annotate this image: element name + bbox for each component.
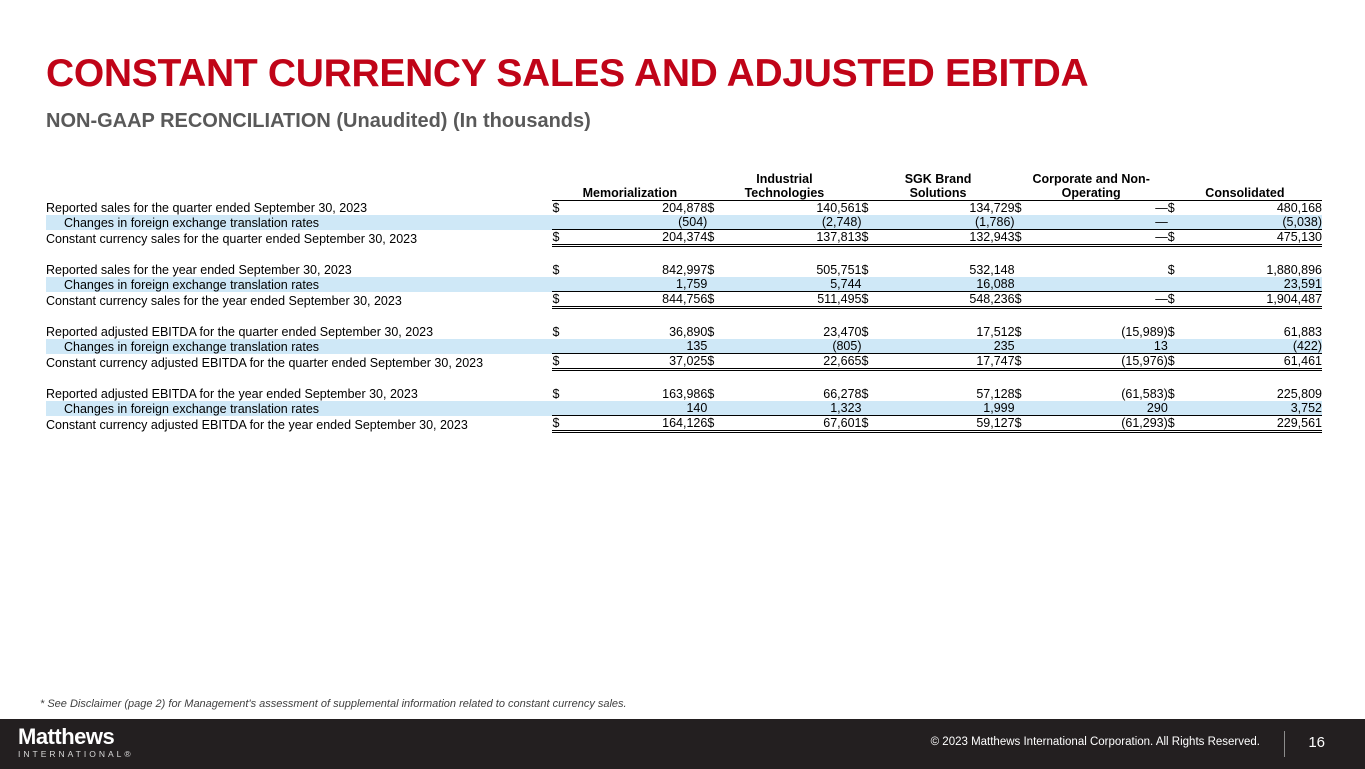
currency-symbol: $ bbox=[552, 263, 560, 277]
cell-value: 844,756 bbox=[570, 292, 707, 308]
page-title: CONSTANT CURRENCY SALES AND ADJUSTED EBITDA bbox=[46, 52, 1089, 95]
cell-value: 480,168 bbox=[1276, 201, 1322, 215]
cell-value bbox=[1032, 277, 1168, 292]
currency-symbol: $ bbox=[552, 292, 570, 308]
cell-value: (15,976) bbox=[1032, 354, 1168, 370]
cell-value: 475,130 bbox=[1185, 230, 1322, 246]
currency-symbol: $ bbox=[1168, 230, 1186, 246]
cell-value: 61,883 bbox=[1283, 325, 1322, 339]
currency-symbol: $ bbox=[1167, 201, 1175, 215]
currency-symbol bbox=[552, 339, 570, 354]
cell-value: 532,148 bbox=[969, 263, 1015, 277]
table-row bbox=[46, 230, 1322, 246]
currency-symbol: $ bbox=[862, 354, 879, 370]
left-margin-bar bbox=[0, 0, 12, 769]
cell-value: 16,088 bbox=[879, 277, 1015, 292]
currency-symbol bbox=[552, 401, 570, 416]
currency-symbol bbox=[1168, 401, 1186, 416]
column-header-line2: Operating bbox=[1061, 186, 1121, 200]
currency-symbol bbox=[1015, 277, 1032, 292]
cell-value: 135 bbox=[570, 339, 707, 354]
cell-value: 235 bbox=[879, 339, 1015, 354]
column-header-consolidated bbox=[1168, 172, 1322, 201]
column-header-sgk-brand-solutions bbox=[862, 172, 1015, 201]
cell-value: 1,999 bbox=[879, 401, 1015, 416]
cell-value: 22,665 bbox=[725, 354, 862, 370]
currency-symbol: $ bbox=[1014, 387, 1022, 401]
cell-value: 37,025 bbox=[570, 354, 707, 370]
cell-value: 511,495 bbox=[725, 292, 862, 308]
cell-value: (2,748) bbox=[725, 215, 862, 230]
cell-value: 137,813 bbox=[725, 230, 862, 246]
currency-symbol: $ bbox=[552, 230, 570, 246]
row-label: Changes in foreign exchange translation rates bbox=[46, 339, 552, 354]
cell-value: 5,744 bbox=[725, 277, 862, 292]
row-label: Constant currency adjusted EBITDA for the quarter ended September 30, 2023 bbox=[46, 355, 484, 370]
financial-table bbox=[46, 172, 1322, 433]
currency-symbol: $ bbox=[552, 201, 560, 215]
column-header-line2: Technologies bbox=[744, 186, 825, 200]
currency-symbol: $ bbox=[552, 325, 560, 339]
currency-symbol: $ bbox=[707, 354, 725, 370]
company-logo bbox=[18, 726, 134, 760]
currency-symbol: $ bbox=[1015, 292, 1032, 308]
currency-symbol: $ bbox=[552, 354, 570, 370]
row-spacer bbox=[46, 246, 1322, 264]
table-row bbox=[46, 387, 1322, 401]
table-row bbox=[46, 263, 1322, 277]
table-row bbox=[46, 354, 1322, 370]
currency-symbol: $ bbox=[707, 230, 725, 246]
page-subtitle: NON-GAAP RECONCILIATION (Unaudited) (In thousands) bbox=[46, 110, 591, 132]
cell-value: — bbox=[1155, 201, 1168, 215]
currency-symbol bbox=[707, 401, 725, 416]
cell-value: 1,880,896 bbox=[1266, 263, 1322, 277]
cell-value: 61,461 bbox=[1185, 354, 1322, 370]
cell-value: (805) bbox=[725, 339, 862, 354]
row-label: Changes in foreign exchange translation rates bbox=[46, 277, 552, 292]
cell-value bbox=[1032, 263, 1168, 277]
page-number: 16 bbox=[1308, 734, 1325, 751]
row-label: Constant currency sales for the year ended September 30, 2023 bbox=[46, 293, 402, 308]
slide-footer bbox=[0, 719, 1365, 769]
table-row bbox=[46, 325, 1322, 339]
table-row bbox=[46, 416, 1322, 432]
currency-symbol: $ bbox=[1168, 354, 1186, 370]
currency-symbol bbox=[707, 215, 725, 230]
currency-symbol: $ bbox=[707, 325, 715, 339]
cell-value: 134,729 bbox=[969, 201, 1015, 215]
column-header-line1: Memorialization bbox=[582, 186, 678, 200]
cell-value: 229,561 bbox=[1185, 416, 1322, 432]
table-row bbox=[46, 292, 1322, 308]
currency-symbol: $ bbox=[861, 201, 869, 215]
currency-symbol bbox=[1168, 215, 1186, 230]
row-label: Changes in foreign exchange translation rates bbox=[46, 215, 552, 230]
cell-value: 204,374 bbox=[570, 230, 707, 246]
footnote: * See Disclaimer (page 2) for Management's assessment of supplemental information related to constant currency sales. bbox=[40, 698, 627, 710]
currency-symbol: $ bbox=[707, 263, 715, 277]
currency-symbol: $ bbox=[1167, 387, 1175, 401]
currency-symbol bbox=[707, 339, 725, 354]
cell-value: (61,293) bbox=[1032, 416, 1168, 432]
cell-value: 225,809 bbox=[1276, 387, 1322, 401]
currency-symbol: $ bbox=[862, 230, 879, 246]
footer-divider bbox=[1284, 731, 1285, 757]
currency-symbol bbox=[552, 277, 570, 292]
currency-symbol bbox=[552, 215, 570, 230]
row-spacer bbox=[46, 370, 1322, 388]
currency-symbol bbox=[862, 215, 879, 230]
cell-value: 23,591 bbox=[1185, 277, 1322, 292]
currency-symbol: $ bbox=[1014, 325, 1022, 339]
currency-symbol: $ bbox=[707, 387, 715, 401]
cell-value: 505,751 bbox=[816, 263, 862, 277]
currency-symbol: $ bbox=[1015, 230, 1032, 246]
cell-value: 13 bbox=[1032, 339, 1168, 354]
column-header-line1: Corporate and Non- bbox=[1032, 172, 1150, 186]
currency-symbol: $ bbox=[1167, 325, 1175, 339]
row-label: Reported adjusted EBITDA for the year ended September 30, 2023 bbox=[46, 387, 418, 401]
currency-symbol: $ bbox=[707, 201, 715, 215]
row-label: Reported adjusted EBITDA for the quarter ended September 30, 2023 bbox=[46, 325, 434, 339]
currency-symbol bbox=[1168, 339, 1186, 354]
cell-value: (1,786) bbox=[879, 215, 1015, 230]
table-row bbox=[46, 201, 1322, 216]
row-label: Reported sales for the quarter ended September 30, 2023 bbox=[46, 201, 368, 215]
currency-symbol bbox=[1015, 401, 1032, 416]
currency-symbol bbox=[1015, 215, 1032, 230]
cell-value: (504) bbox=[570, 215, 707, 230]
cell-value: (422) bbox=[1185, 339, 1322, 354]
cell-value: — bbox=[1032, 292, 1168, 308]
cell-value: 1,759 bbox=[570, 277, 707, 292]
currency-symbol bbox=[862, 277, 879, 292]
cell-value: 132,943 bbox=[879, 230, 1015, 246]
cell-value: 23,470 bbox=[823, 325, 862, 339]
column-header-line1: Industrial bbox=[756, 172, 813, 186]
currency-symbol bbox=[707, 277, 725, 292]
currency-symbol bbox=[1015, 263, 1032, 277]
cell-value: — bbox=[1032, 215, 1168, 230]
cell-value: 140 bbox=[570, 401, 707, 416]
cell-value: 66,278 bbox=[823, 387, 862, 401]
cell-value: (5,038) bbox=[1185, 215, 1322, 230]
currency-symbol: $ bbox=[1015, 354, 1032, 370]
cell-value: 1,323 bbox=[725, 401, 862, 416]
currency-symbol: $ bbox=[1014, 201, 1022, 215]
table-row bbox=[46, 215, 1322, 230]
cell-value: 204,878 bbox=[662, 201, 708, 215]
currency-symbol: $ bbox=[1168, 292, 1186, 308]
cell-value: 842,997 bbox=[662, 263, 708, 277]
table-header-row bbox=[46, 172, 1322, 201]
cell-value: 36,890 bbox=[669, 325, 708, 339]
header-label-spacer bbox=[46, 172, 552, 201]
currency-symbol: $ bbox=[552, 387, 560, 401]
row-label: Changes in foreign exchange translation rates bbox=[46, 401, 552, 416]
currency-symbol: $ bbox=[862, 292, 879, 308]
cell-value: 1,904,487 bbox=[1185, 292, 1322, 308]
currency-symbol: $ bbox=[861, 263, 869, 277]
currency-symbol: $ bbox=[1167, 263, 1175, 277]
column-header-industrial-technologies bbox=[707, 172, 861, 201]
cell-value: — bbox=[1032, 230, 1168, 246]
currency-symbol: $ bbox=[862, 416, 879, 432]
currency-symbol bbox=[862, 339, 879, 354]
cell-value: 3,752 bbox=[1185, 401, 1322, 416]
currency-symbol bbox=[862, 401, 879, 416]
cell-value: 57,128 bbox=[976, 387, 1015, 401]
column-header-corporate-and-non-operating bbox=[1015, 172, 1168, 201]
currency-symbol: $ bbox=[861, 325, 869, 339]
row-label: Constant currency adjusted EBITDA for the year ended September 30, 2023 bbox=[46, 417, 468, 432]
currency-symbol: $ bbox=[707, 416, 725, 432]
cell-value: (61,583) bbox=[1121, 387, 1168, 401]
row-label: Constant currency sales for the quarter ended September 30, 2023 bbox=[46, 231, 418, 246]
cell-value: 17,747 bbox=[879, 354, 1015, 370]
currency-symbol: $ bbox=[707, 292, 725, 308]
cell-value: 59,127 bbox=[879, 416, 1015, 432]
cell-value: 548,236 bbox=[879, 292, 1015, 308]
table-row bbox=[46, 277, 1322, 292]
currency-symbol: $ bbox=[861, 387, 869, 401]
logo-brand-text: Matthews bbox=[18, 724, 115, 749]
cell-value: 163,986 bbox=[662, 387, 708, 401]
column-header-line1: SGK Brand bbox=[904, 172, 972, 186]
cell-value: 164,126 bbox=[570, 416, 707, 432]
cell-value: (15,989) bbox=[1121, 325, 1168, 339]
column-header-memorialization bbox=[552, 172, 707, 201]
table-row bbox=[46, 401, 1322, 416]
logo-sub-text: INTERNATIONAL® bbox=[18, 749, 134, 759]
currency-symbol: $ bbox=[552, 416, 570, 432]
column-header-line2: Solutions bbox=[909, 186, 967, 200]
currency-symbol bbox=[1015, 339, 1032, 354]
currency-symbol: $ bbox=[1015, 416, 1032, 432]
copyright-text: © 2023 Matthews International Corporation. All Rights Reserved. bbox=[930, 736, 1260, 748]
table-row bbox=[46, 339, 1322, 354]
cell-value: 67,601 bbox=[725, 416, 862, 432]
cell-value: 290 bbox=[1032, 401, 1168, 416]
column-header-line1: Consolidated bbox=[1205, 186, 1285, 200]
currency-symbol: $ bbox=[1168, 416, 1186, 432]
row-label: Reported sales for the year ended September 30, 2023 bbox=[46, 263, 352, 277]
cell-value: 17,512 bbox=[976, 325, 1015, 339]
cell-value: 140,561 bbox=[816, 201, 862, 215]
currency-symbol bbox=[1168, 277, 1186, 292]
row-spacer bbox=[46, 308, 1322, 326]
